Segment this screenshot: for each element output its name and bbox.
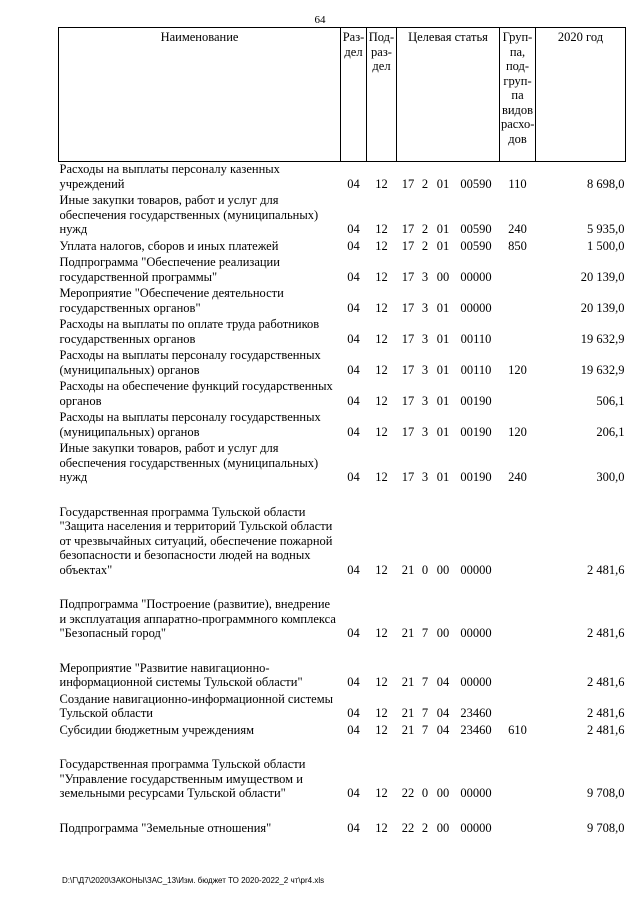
header-year: 2020 год bbox=[536, 28, 626, 162]
row-name: Иные закупки товаров, работ и услуг для обеспечения государственных (муниципальных) нужд bbox=[59, 193, 319, 236]
article-direction: 00000 bbox=[460, 786, 492, 800]
row-target-article bbox=[397, 692, 500, 723]
row-subsection: 12 bbox=[375, 269, 388, 284]
row-amount: 2 481,6 bbox=[587, 675, 625, 689]
article-subprogram: 2 bbox=[421, 820, 429, 835]
row-section: 04 bbox=[347, 331, 360, 346]
article-measure: 01 bbox=[436, 238, 450, 253]
row-name: Расходы на выплаты персоналу государственных (муниципальных) органов bbox=[59, 348, 321, 377]
row-target-article bbox=[397, 317, 500, 348]
article-direction: 00000 bbox=[460, 626, 492, 640]
article-direction: 00190 bbox=[460, 424, 492, 439]
article-subprogram: 3 bbox=[421, 331, 429, 346]
article-subprogram: 3 bbox=[421, 393, 429, 408]
row-section: 04 bbox=[347, 470, 360, 484]
table-row bbox=[59, 239, 626, 256]
page-number: 64 bbox=[314, 14, 326, 26]
row-amount: 2 481,6 bbox=[587, 562, 625, 577]
article-direction: 00110 bbox=[460, 331, 492, 346]
row-section: 04 bbox=[347, 300, 360, 315]
row-name: Мероприятие "Развитие навигационно-информационной системы Тульской области" bbox=[59, 660, 303, 689]
row-name: Расходы на выплаты персоналу казенных учреждений bbox=[59, 162, 280, 191]
article-direction: 00000 bbox=[460, 820, 492, 835]
article-program: 17 bbox=[401, 331, 415, 346]
row-amount: 8 698,0 bbox=[587, 176, 625, 191]
row-expense-group bbox=[500, 661, 536, 692]
row-expense-group bbox=[500, 379, 536, 410]
table-row bbox=[59, 821, 626, 838]
article-direction: 00000 bbox=[460, 562, 492, 577]
table-row bbox=[59, 255, 626, 286]
article-program: 17 bbox=[401, 424, 415, 439]
row-name: Расходы на выплаты по оплате труда работников государственных органов bbox=[59, 317, 320, 346]
row-section: 04 bbox=[347, 222, 360, 236]
row-target-article bbox=[397, 757, 500, 803]
row-section: 04 bbox=[347, 820, 360, 835]
table-row bbox=[59, 379, 626, 410]
row-subsection: 12 bbox=[375, 238, 388, 253]
article-direction: 00000 bbox=[460, 675, 492, 689]
article-program: 21 bbox=[401, 562, 415, 577]
row-section: 04 bbox=[347, 562, 360, 577]
article-measure: 00 bbox=[436, 820, 450, 835]
row-section: 04 bbox=[347, 269, 360, 284]
article-measure: 00 bbox=[436, 562, 450, 577]
article-measure: 01 bbox=[436, 300, 450, 315]
row-amount: 5 935,0 bbox=[587, 222, 625, 236]
row-subsection: 12 bbox=[375, 722, 388, 737]
header-target-article: Целевая статья bbox=[397, 28, 500, 162]
table-row bbox=[59, 348, 626, 379]
article-subprogram: 3 bbox=[421, 470, 429, 484]
row-spacer bbox=[59, 803, 626, 821]
article-program: 22 bbox=[401, 820, 415, 835]
article-direction: 00590 bbox=[460, 238, 492, 253]
article-measure: 01 bbox=[436, 331, 450, 346]
article-measure: 01 bbox=[436, 470, 450, 484]
row-amount: 506,1 bbox=[596, 393, 625, 408]
row-subsection: 12 bbox=[375, 176, 388, 191]
article-program: 17 bbox=[401, 393, 415, 408]
row-target-article bbox=[397, 348, 500, 379]
row-expense-group bbox=[500, 757, 536, 803]
article-measure: 04 bbox=[436, 706, 450, 720]
row-name: Мероприятие "Обеспечение деятельности государственных органов" bbox=[59, 286, 284, 315]
row-spacer bbox=[59, 643, 626, 661]
article-direction: 00190 bbox=[460, 393, 492, 408]
row-name: Подпрограмма "Земельные отношения" bbox=[59, 820, 272, 835]
article-subprogram: 7 bbox=[421, 675, 429, 689]
article-direction: 23460 bbox=[460, 706, 492, 720]
article-program: 17 bbox=[401, 300, 415, 315]
row-subsection: 12 bbox=[375, 222, 388, 236]
article-subprogram: 3 bbox=[421, 362, 429, 377]
article-subprogram: 3 bbox=[421, 300, 429, 315]
row-section: 04 bbox=[347, 362, 360, 377]
row-amount: 2 481,6 bbox=[587, 722, 625, 737]
article-direction: 00590 bbox=[460, 176, 492, 191]
article-program: 17 bbox=[401, 362, 415, 377]
row-expense-group bbox=[500, 505, 536, 580]
table-row bbox=[59, 692, 626, 723]
article-subprogram: 2 bbox=[421, 176, 429, 191]
row-target-article bbox=[397, 821, 500, 838]
table-row bbox=[59, 661, 626, 692]
row-expense-group: 240 bbox=[508, 222, 527, 236]
row-subsection: 12 bbox=[375, 786, 388, 800]
table-row bbox=[59, 410, 626, 441]
article-measure: 01 bbox=[436, 222, 450, 236]
header-subsection: Под- раз- дел bbox=[367, 28, 397, 162]
article-program: 17 bbox=[401, 238, 415, 253]
article-program: 21 bbox=[401, 722, 415, 737]
row-name: Субсидии бюджетным учреждениям bbox=[59, 722, 255, 737]
row-name: Иные закупки товаров, работ и услуг для обеспечения государственных (муниципальных) нужд bbox=[59, 441, 319, 484]
article-subprogram: 7 bbox=[421, 626, 429, 640]
article-direction: 00000 bbox=[460, 300, 492, 315]
article-measure: 01 bbox=[436, 176, 450, 191]
article-measure: 04 bbox=[436, 722, 450, 737]
table-row bbox=[59, 441, 626, 487]
row-name: Государственная программа Тульской области "Защита населения и территорий Тульской области от чрезвычайных ситуаций, обеспечение пожарной безопасности и безопасности людей на водных объектах" bbox=[59, 504, 333, 577]
table-row bbox=[59, 162, 626, 194]
row-expense-group bbox=[500, 255, 536, 286]
table-row bbox=[59, 757, 626, 803]
article-measure: 01 bbox=[436, 393, 450, 408]
row-amount: 2 481,6 bbox=[587, 706, 625, 720]
row-amount: 9 708,0 bbox=[587, 820, 625, 835]
article-program: 21 bbox=[401, 675, 415, 689]
header-group: Груп- па, под- груп- па видов расхо- дов bbox=[500, 28, 536, 162]
row-subsection: 12 bbox=[375, 362, 388, 377]
row-name: Создание навигационно-информационной системы Тульской области bbox=[59, 691, 334, 720]
article-subprogram: 7 bbox=[421, 722, 429, 737]
article-subprogram: 2 bbox=[421, 222, 429, 236]
footer-file-path: D:\Г\Д7\2020\ЗАКОНЫ\ЗАС_13\Изм. бюджет ТО 2020-2022_2 чт\pr4.xls bbox=[62, 876, 325, 885]
article-direction: 00590 bbox=[460, 222, 492, 236]
row-expense-group: 850 bbox=[508, 238, 527, 253]
article-program: 17 bbox=[401, 470, 415, 484]
row-spacer bbox=[59, 487, 626, 505]
article-subprogram: 2 bbox=[421, 238, 429, 253]
article-measure: 01 bbox=[436, 362, 450, 377]
row-amount: 1 500,0 bbox=[587, 238, 625, 253]
row-target-article bbox=[397, 505, 500, 580]
row-expense-group: 110 bbox=[508, 176, 527, 191]
row-name: Государственная программа Тульской области "Управление государственным имуществом и земельными ресурсами Тульской области" bbox=[59, 757, 306, 800]
table-header-row bbox=[59, 28, 626, 162]
row-expense-group: 610 bbox=[508, 722, 527, 737]
row-target-article bbox=[397, 661, 500, 692]
row-amount: 300,0 bbox=[596, 470, 625, 484]
article-subprogram: 7 bbox=[421, 706, 429, 720]
row-amount: 206,1 bbox=[596, 424, 625, 439]
row-subsection: 12 bbox=[375, 562, 388, 577]
row-expense-group bbox=[500, 286, 536, 317]
article-direction: 00190 bbox=[460, 470, 492, 484]
row-target-article bbox=[397, 597, 500, 643]
article-subprogram: 0 bbox=[421, 786, 429, 800]
row-target-article bbox=[397, 239, 500, 256]
article-program: 21 bbox=[401, 706, 415, 720]
article-program: 17 bbox=[401, 176, 415, 191]
row-expense-group: 120 bbox=[508, 362, 527, 377]
article-subprogram: 0 bbox=[421, 562, 429, 577]
article-program: 22 bbox=[401, 786, 415, 800]
row-target-article bbox=[397, 255, 500, 286]
row-target-article bbox=[397, 441, 500, 487]
row-target-article bbox=[397, 410, 500, 441]
row-amount: 19 632,9 bbox=[580, 331, 625, 346]
row-expense-group: 120 bbox=[508, 424, 527, 439]
article-direction: 00110 bbox=[460, 362, 492, 377]
header-section: Раз- дел bbox=[341, 28, 367, 162]
row-section: 04 bbox=[347, 424, 360, 439]
row-spacer bbox=[59, 579, 626, 597]
row-section: 04 bbox=[347, 786, 360, 800]
budget-table bbox=[58, 27, 626, 837]
row-subsection: 12 bbox=[375, 424, 388, 439]
article-direction: 23460 bbox=[460, 722, 492, 737]
article-program: 17 bbox=[401, 222, 415, 236]
row-section: 04 bbox=[347, 393, 360, 408]
article-measure: 00 bbox=[436, 786, 450, 800]
row-subsection: 12 bbox=[375, 820, 388, 835]
row-expense-group bbox=[500, 692, 536, 723]
row-expense-group: 240 bbox=[508, 470, 527, 484]
row-expense-group bbox=[500, 597, 536, 643]
article-subprogram: 3 bbox=[421, 269, 429, 284]
row-expense-group bbox=[500, 317, 536, 348]
row-spacer bbox=[59, 739, 626, 757]
article-measure: 00 bbox=[436, 626, 450, 640]
row-amount: 20 139,0 bbox=[580, 300, 625, 315]
table-row bbox=[59, 723, 626, 740]
row-amount: 19 632,9 bbox=[580, 362, 625, 377]
row-subsection: 12 bbox=[375, 331, 388, 346]
table-row bbox=[59, 505, 626, 580]
row-target-article bbox=[397, 193, 500, 239]
table-row bbox=[59, 317, 626, 348]
article-measure: 01 bbox=[436, 424, 450, 439]
header-name: Наименование bbox=[59, 28, 341, 162]
row-name: Подпрограмма "Построение (развитие), внедрение и эксплуатация аппаратно-программного комплекса "Безопасный город" bbox=[59, 597, 336, 640]
row-subsection: 12 bbox=[375, 393, 388, 408]
row-section: 04 bbox=[347, 675, 360, 689]
row-target-article bbox=[397, 379, 500, 410]
article-measure: 04 bbox=[436, 675, 450, 689]
row-amount: 9 708,0 bbox=[587, 786, 625, 800]
article-direction: 00000 bbox=[460, 269, 492, 284]
row-amount: 2 481,6 bbox=[587, 626, 625, 640]
row-subsection: 12 bbox=[375, 300, 388, 315]
row-amount: 20 139,0 bbox=[580, 269, 625, 284]
row-expense-group bbox=[500, 821, 536, 838]
row-name: Уплата налогов, сборов и иных платежей bbox=[59, 238, 279, 253]
row-section: 04 bbox=[347, 722, 360, 737]
row-name: Расходы на обеспечение функций государственных органов bbox=[59, 379, 333, 408]
article-program: 21 bbox=[401, 626, 415, 640]
row-target-article bbox=[397, 723, 500, 740]
row-subsection: 12 bbox=[375, 675, 388, 689]
table-row bbox=[59, 193, 626, 239]
row-name: Расходы на выплаты персоналу государственных (муниципальных) органов bbox=[59, 410, 321, 439]
row-target-article bbox=[397, 162, 500, 194]
row-section: 04 bbox=[347, 706, 360, 720]
row-target-article bbox=[397, 286, 500, 317]
row-section: 04 bbox=[347, 238, 360, 253]
row-name: Подпрограмма "Обеспечение реализации государственной программы" bbox=[59, 255, 280, 284]
row-subsection: 12 bbox=[375, 470, 388, 484]
article-measure: 00 bbox=[436, 269, 450, 284]
article-program: 17 bbox=[401, 269, 415, 284]
article-subprogram: 3 bbox=[421, 424, 429, 439]
table-body bbox=[59, 162, 626, 838]
table-row bbox=[59, 597, 626, 643]
row-section: 04 bbox=[347, 176, 360, 191]
table-row bbox=[59, 286, 626, 317]
row-subsection: 12 bbox=[375, 706, 388, 720]
row-subsection: 12 bbox=[375, 626, 388, 640]
row-section: 04 bbox=[347, 626, 360, 640]
